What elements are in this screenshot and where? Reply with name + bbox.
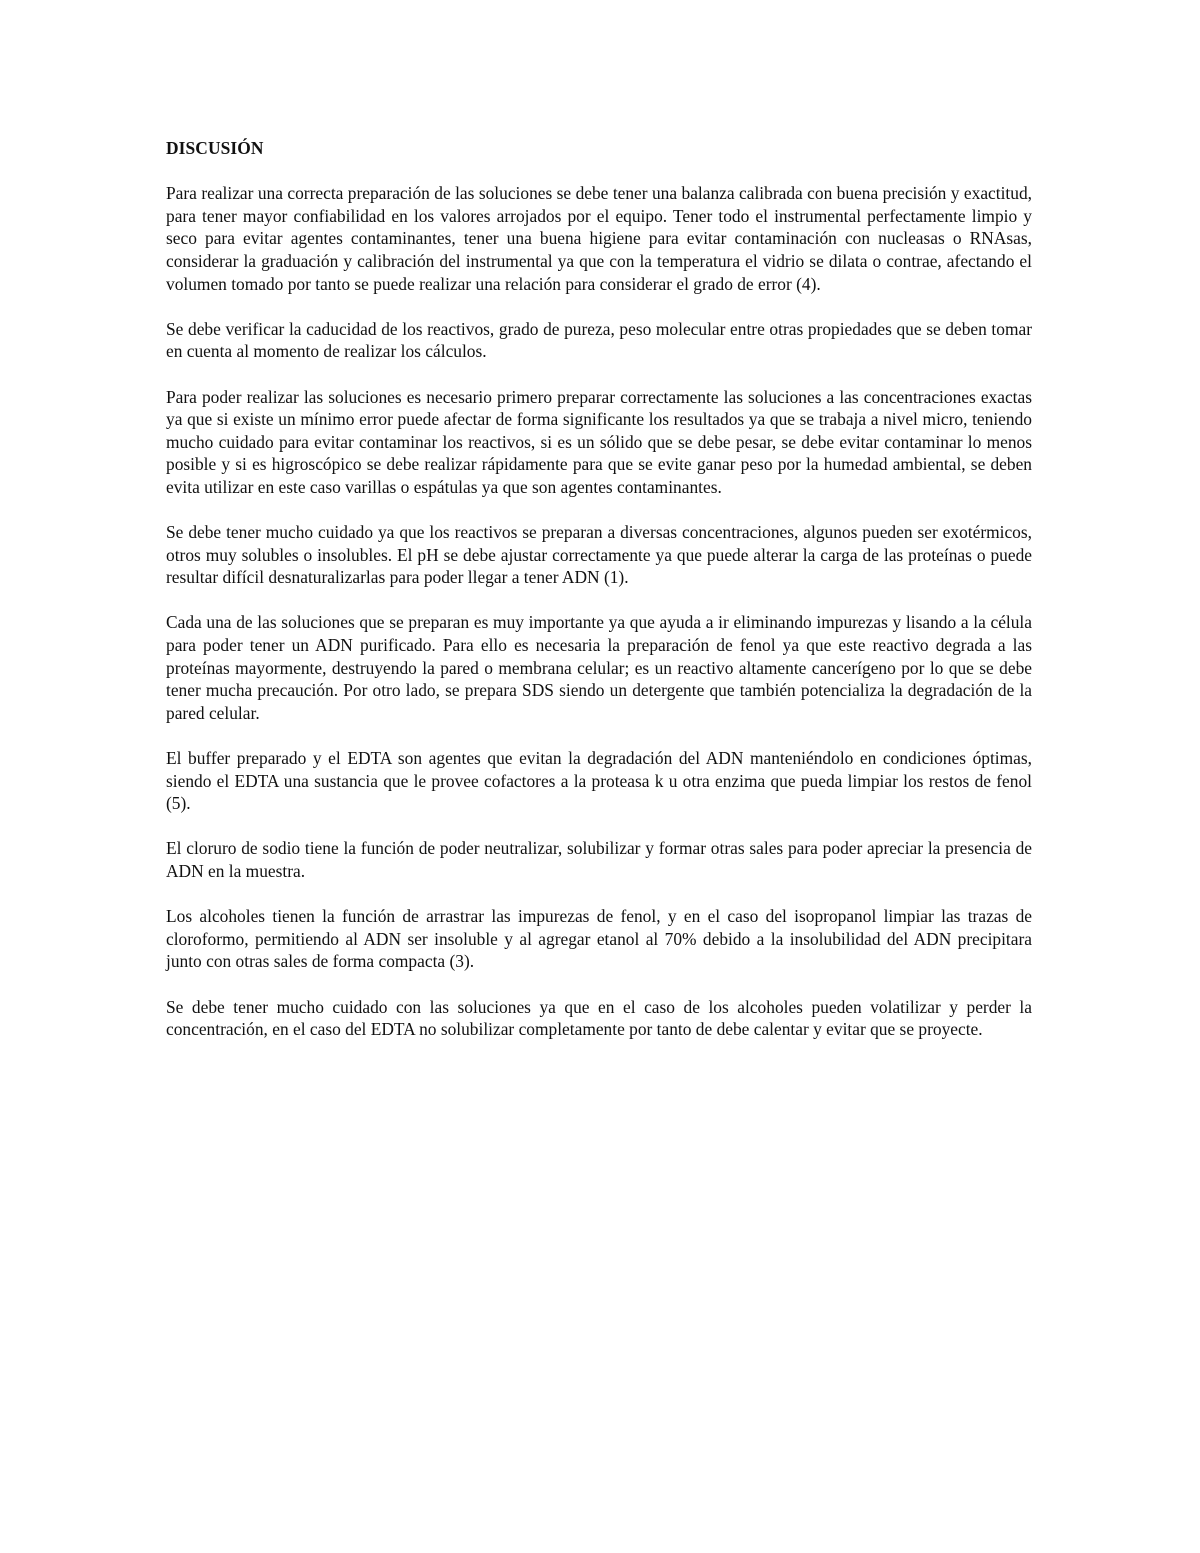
paragraph-alcohols: Los alcoholes tienen la función de arrastrar las impurezas de fenol, y en el caso del isopropanol limpiar las trazas de cloroformo, permitiendo al ADN ser insoluble y al agregar etanol al 70% debido a la insolubilidad del ADN precipitara junto con otras sales de forma compacta (3). <box>166 906 1032 972</box>
document-body <box>166 137 1032 1041</box>
paragraph-solutions-importance: Cada una de las soluciones que se preparan es muy importante ya que ayuda a ir eliminando impurezas y lisando a la célula para poder tener un ADN purificado. Para ello es necesaria la preparación de fenol ya que este reactivo degrada a las proteínas mayormente, destruyendo la pared o membrana celular; es un reactivo altamente cancerígeno por lo que se debe tener mucha precaución. Por otro lado, se prepara SDS siendo un detergente que también potencializa la degradación de la pared celular. <box>166 612 1032 723</box>
paragraph-preparation: Para realizar una correcta preparación de las soluciones se debe tener una balanza calibrada con buena precisión y exactitud, para tener mayor confiabilidad en los valores arrojados por el equipo. Tener todo el instrumental perfectamente limpio y seco para evitar agentes contaminantes, tener una buena higiene para evitar contaminación con nucleasas o RNAsas, considerar la graduación y calibración del instrumental ya que con la temperatura el vidrio se dilata o contrae, afectando el volumen tomado por tanto se puede realizar una relación para considerar el grado de error (4). <box>166 183 1032 294</box>
paragraph-solution-preparation: Para poder realizar las soluciones es necesario primero preparar correctamente las soluciones a las concentraciones exactas ya que si existe un mínimo error puede afectar de forma significante los resultados ya que se trabaja a nivel micro, teniendo mucho cuidado para evitar contaminar los reactivos, si es un sólido que se debe pesar, se debe evitar contaminar lo menos posible y si es higroscópico se debe realizar rápidamente para que se evite ganar peso por la humedad ambiental, se deben evita utilizar en este caso varillas o espátulas ya que son agentes contaminantes. <box>166 386 1032 497</box>
paragraph-reagent-verification: Se debe verificar la caducidad de los reactivos, grado de pureza, peso molecular entre otras propiedades que se deben tomar en cuenta al momento de realizar los cálculos. <box>166 318 1032 362</box>
section-heading: DISCUSIÓN <box>166 138 264 158</box>
paragraph-final-care: Se debe tener mucho cuidado con las soluciones ya que en el caso de los alcoholes pueden volatilizar y perder la concentración, en el caso del EDTA no solubilizar completamente por tanto de debe calentar y evitar que se proyecte. <box>166 996 1032 1040</box>
paragraph-reagent-care: Se debe tener mucho cuidado ya que los reactivos se preparan a diversas concentraciones, algunos pueden ser exotérmicos, otros muy solubles o insolubles. El pH se debe ajustar correctamente ya que puede alterar la carga de las proteínas o puede resultar difícil desnaturalizarlas para poder llegar a tener ADN (1). <box>166 522 1032 588</box>
paragraph-sodium-chloride: El cloruro de sodio tiene la función de poder neutralizar, solubilizar y formar otras sales para poder apreciar la presencia de ADN en la muestra. <box>166 838 1032 881</box>
paragraph-buffer-edta: El buffer preparado y el EDTA son agentes que evitan la degradación del ADN manteniéndolo en condiciones óptimas, siendo el EDTA una sustancia que le provee cofactores a la proteasa k u otra enzima que pueda limpiar los restos de fenol (5). <box>166 748 1032 814</box>
